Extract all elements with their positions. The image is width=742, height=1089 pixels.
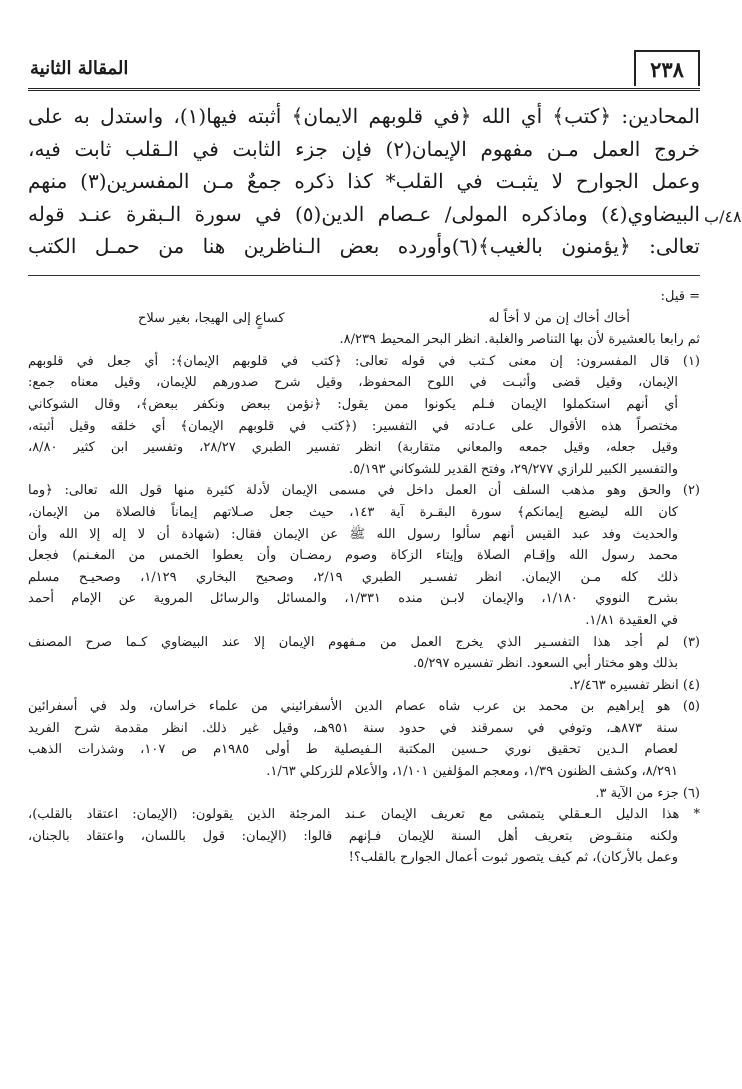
page-header (28, 50, 700, 90)
footnote-separator (28, 275, 700, 276)
footnote-line: محمد رسول الله وإقـام الصلاة وإيتاء الزكاة وصوم رمضـان وأن يعطوا الخمس من المغـنم) فجعل (28, 548, 678, 564)
footnote-line: * هذا الدليل الـعـقلي يتمشى مع تعريف الإيمان عـند المرجئة الذين يقولون: (الإيمان: اعتقاد بالقلب)، (28, 807, 700, 823)
footnote-line: ولكنه منقـوض بتعريف أهل السنة للإيمان فـإنهم قالوا: (الإيمان: قول باللسان، واعتقاد بالجنان، (28, 828, 678, 844)
verse-first-hemistich: أخاك أخاك إن من لا أخاً له (488, 310, 630, 326)
main-line: خروج العمل مـن مفهوم الإيمان(٢) فإن جزء الثابت في الـقلب ثابت فيه، (28, 136, 700, 161)
footnote-line: ثم رابعا بالعشيرة لأن بها التناصر والغلبة. انظر البحر المحيط ٨/٢٣٩. (339, 332, 700, 348)
manuscript-folio-note: ٤٨/ب (704, 207, 742, 226)
footnotes (28, 286, 700, 869)
footnote-line: سنة ٨٧٣هـ، وتوفي في سمرقند في حدود سنة ٩٥١هـ، وقيل غير ذلك. انظر مقدمة شرح الفريد (28, 720, 678, 736)
footnote-line: (١) قال المفسرون: إن معنى كـتب في قوله تعالى: ﴿كتب في قلوبهم الإيمان﴾: أي جعل في قلوبهم (28, 353, 700, 369)
footnote-line: (٣) لم أجد هذا التفسـير الذي يخرج العمل من مـفهوم الإيمان إلا عند البيضاوي كـما صرح المصنف (28, 634, 700, 650)
footnote-line: ٨/٢٩١، وكشف الظنون ١/٣٩، ومعجم المؤلفين ١/١٠١، والأعلام للزركلي ١/٦٣. (266, 764, 678, 780)
footnote-line: أي أنهم استكملوا الإيمان فـلم يكونوا ممن يقول: ﴿نؤمن ببعض ونكفر ببعض﴾، وقال الشوكاني (28, 396, 678, 412)
footnote-line: (٢) والحق وهو مذهب السلف أن العمل داخل في مسمى الإيمان لأدلة كثيرة منها قول الله تعالى: ﴿وما (28, 483, 700, 499)
verse-second-hemistich: كساعٍ إلى الهيجا، بغير سلاح (138, 310, 285, 326)
main-text (28, 100, 700, 263)
footnote-line: الإيمان، وقيل قضى وأثبـت في اللوح المحفوظ، وقيل شرح صدورهم للإيمان، وقيل معناه جمع: (28, 375, 678, 391)
poetry-verse (28, 308, 700, 330)
main-line: تعالى: ﴿يؤمنون بالغيب﴾(٦)وأورده بعض الـناظرين هنا من حمـل الكتب (28, 234, 700, 258)
main-line: وعمل الجوارح لا يثبـت في القلب* كذا ذكره جمعٌ مـن المفسرين(٣) منهم (28, 169, 700, 193)
footnote-line: (٤) انظر تفسيره ٢/٤٦٣. (569, 677, 700, 693)
footnote-line: بشرح النووي ١/١٨٠، والإيمان لابـن منده ١/٣٣١، والمسائل والرسائل المروية عن الإمام أحمد (28, 591, 679, 607)
footnote-line: في العقيدة ١/٨١. (585, 612, 678, 628)
footnote-line: ذلك كله مـن الإيمان. انظر تفسـير الطبري ٢/١٩، وصحيح البخاري ١/١٢٩، وصحيـح مسلم (28, 569, 679, 585)
footnote-line: مختصراً هذه الأقوال على عـادته في التفسير: (﴿كتب في قلوبهم الإيمان﴾ أي خلقه وقيل أثبته، (28, 418, 678, 434)
footnote-line: (٦) جزء من الآية ٣. (595, 785, 700, 801)
footnote-line: = قيل: (660, 289, 700, 304)
main-line: البيضاوي(٤) وماذكره المولى/ عـصام الدين(٥) في سورة الـبقرة عنـد قوله (28, 201, 700, 226)
footnote-line: (٥) هو إبراهيم بن محمد بن عرب شاه عصام الدين الأسفرائيني من علماء خراسان، ولد في أسفرائين (28, 699, 700, 715)
chapter-title: المقالة الثانية (30, 58, 129, 79)
main-line: المحادين: ﴿كتب﴾ أي الله ﴿في قلوبهم الايمان﴾ أثبته فيها(١)، واستدل به على (28, 104, 700, 128)
footnote-line: وقيل جعله، وقيل جمعه والمعاني متقاربة) انظر تفسير الطبري ٢٨/٢٧، وتفسير ابن كثير ٨/٨٠، (28, 440, 679, 456)
footnote-line: والتفسير الكبير للرازي ٢٩/٢٧٧، وفتح القدير للشوكاني ٥/١٩٣. (349, 461, 678, 477)
footnote-line: والحديث وفد عبد القيس أنهم سألوا رسول الله ﷺ عن الإيمان فقال: (شهادة أن لا إله إلا الله وأن (28, 526, 678, 542)
footnote-line: لعصام الـدين تحقيق نوري حـسين المكتبة الـفيصلية ط أولى ١٩٨٥م ص ١٠٧، وشذرات الذهب (28, 742, 679, 758)
footnote-line: وعمل بالأركان)، ثم كيف يتصور ثبوت أعمال الجوارح بالقلب؟! (348, 850, 678, 866)
footnote-line: كان الله ليضيع إيمانكم﴾ سورة البقـرة آية ١٤٣، حيث جعل صـلاتهم إيماناً فالصلاة من الإيمان، (28, 504, 678, 520)
header-rule (28, 88, 700, 91)
footnote-line: بذلك وهو مختار أبي السعود. انظر تفسيره ٥/٢٩٧. (412, 656, 678, 672)
page-number: ٢٣٨ (634, 50, 700, 86)
